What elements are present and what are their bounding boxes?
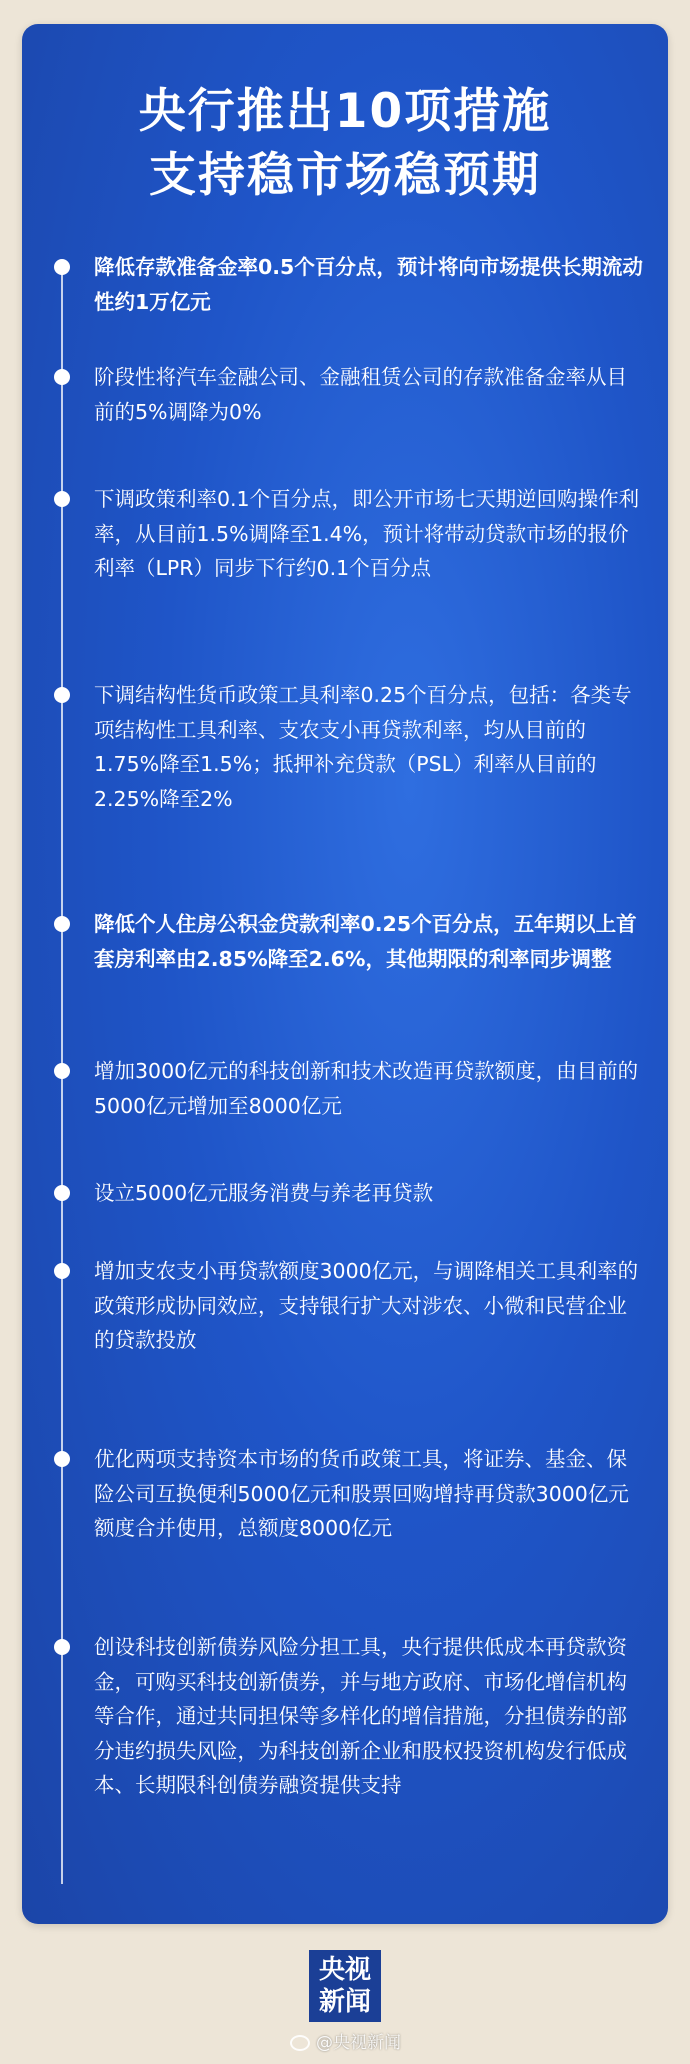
timeline-dot [54,369,70,385]
weibo-icon [290,2035,310,2051]
measure-text: 增加3000亿元的科技创新和技术改造再贷款额度，由目前的5000亿元增加至8000亿元 [94,1059,639,1118]
measure-text: 阶段性将汽车金融公司、金融租赁公司的存款准备金率从目前的5%调降为0% [94,365,627,424]
timeline-dot [54,1639,70,1655]
title-line-2: 支持稳市场稳预期 [149,148,541,203]
page-title [22,80,668,208]
logo-line-2: 新闻 [318,1987,371,2017]
measure-text: 增加支农支小再贷款额度3000亿元，与调降相关工具利率的政策形成协同效应，支持银行扩大对涉农、小微和民营企业的贷款投放 [94,1259,639,1352]
timeline-dot [54,687,70,703]
timeline-dot [54,1451,70,1467]
measure-text: 优化两项支持资本市场的货币政策工具，将证券、基金、保险公司互换便利5000亿元和股票回购增持再贷款3000亿元额度合并使用，总额度8000亿元 [94,1447,629,1540]
timeline-dot [54,1263,70,1279]
timeline-dot [54,491,70,507]
cctv-news-logo [309,1950,381,2022]
measure-text: 降低个人住房公积金贷款利率0.25个百分点，五年期以上首套房利率由2.85%降至2.6%，其他期限的利率同步调整 [94,912,637,971]
measure-text: 降低存款准备金率0.5个百分点，预计将向市场提供长期流动性约1万亿元 [94,255,643,314]
measure-text: 创设科技创新债券风险分担工具，央行提供低成本再贷款资金，可购买科技创新债券，并与地方政府、市场化增信机构等合作，通过共同担保等多样化的增信措施，分担债券的部分违约损失风险，为科技创新企业和股权投资机构发行低成本、长期限科创债券融资提供支持 [94,1635,627,1797]
timeline-dot [54,1185,70,1201]
title-line-1: 央行推出10项措施 [138,84,552,139]
measure-text: 设立5000亿元服务消费与养老再贷款 [94,1181,434,1205]
timeline-dot [54,1063,70,1079]
infographic-card [22,24,668,1924]
logo-line-1: 央视 [318,1955,371,1985]
weibo-watermark [290,2030,401,2056]
measure-text: 下调结构性货币政策工具利率0.25个百分点，包括：各类专项结构性工具利率、支农支小再贷款利率，均从目前的1.75%降至1.5%；抵押补充贷款（PSL）利率从目前的2.25%降至2% [94,683,632,811]
timeline-dot [54,916,70,932]
measure-text: 下调政策利率0.1个百分点，即公开市场七天期逆回购操作利率，从目前1.5%调降至1.4%，预计将带动贷款市场的报价利率（LPR）同步下行约0.1个百分点 [94,487,640,580]
timeline-dot [54,259,70,275]
watermark-text: @央视新闻 [316,2033,401,2053]
